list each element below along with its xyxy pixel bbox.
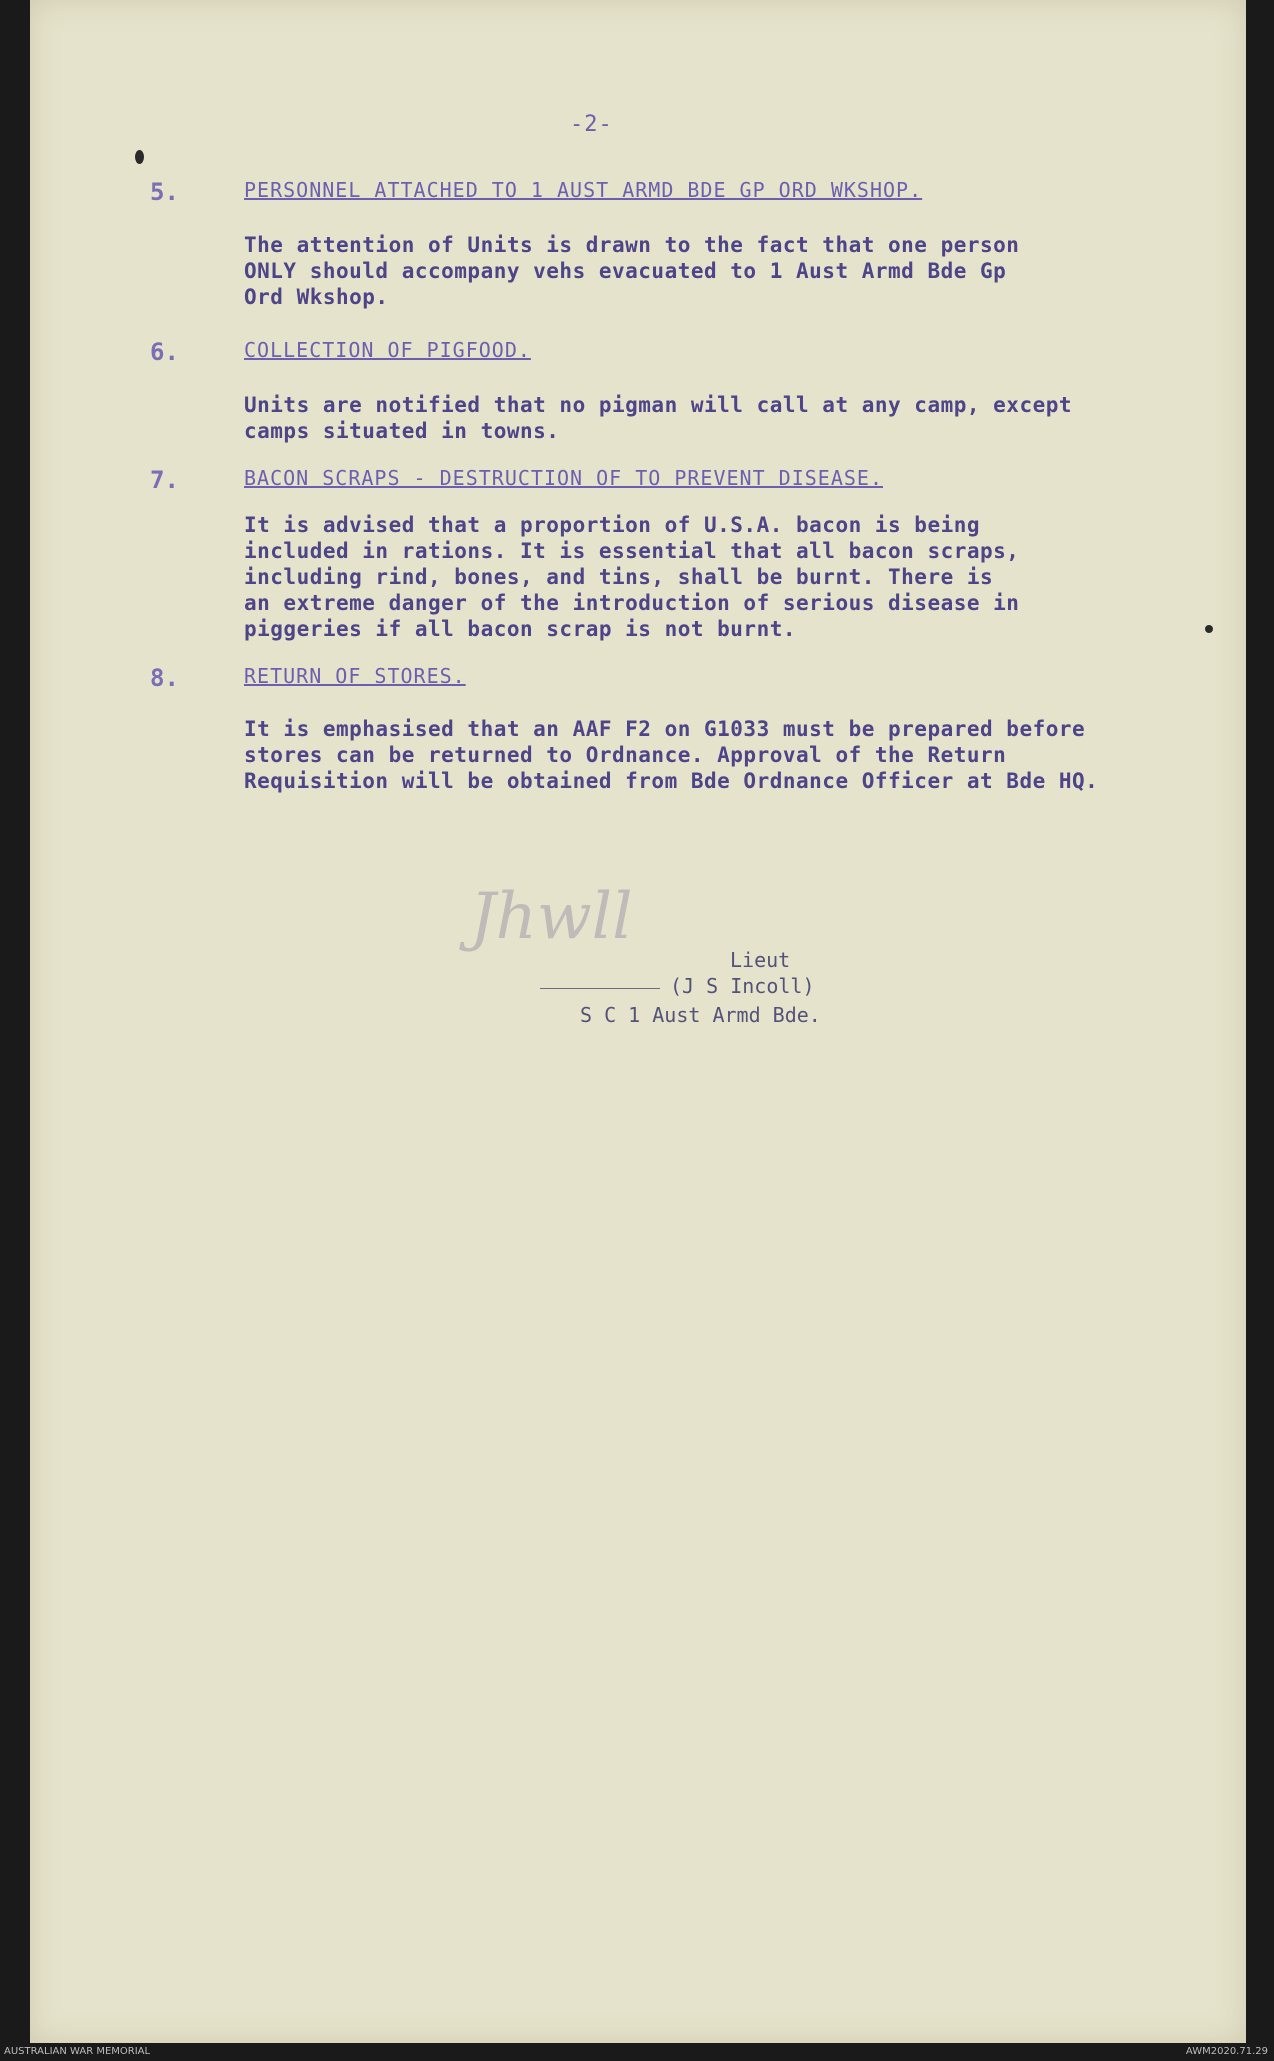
section-number: 6. [150,338,179,366]
section-heading: RETURN OF STORES. [244,664,466,688]
document-page [30,0,1246,2043]
section-body: The attention of Units is drawn to the fact that one person ONLY should accompany vehs evacuated to 1 Aust Armd Bde Gp Ord Wkshop. [244,233,1020,309]
signatory-name: (J S Incoll) [670,974,815,998]
section-body: Units are notified that no pigman will call at any camp, except camps situated in towns. [244,393,1073,443]
footer-source: AUSTRALIAN WAR MEMORIAL [4,2046,151,2057]
section-number: 7. [150,466,179,494]
handwritten-signature: Jhwll [470,880,633,954]
footer-reference: AWM2020.71.29 [1185,2046,1268,2057]
section-heading: PERSONNEL ATTACHED TO 1 AUST ARMD BDE GP ORD WKSHOP. [244,178,923,202]
signature-line [540,988,660,989]
section-body: It is advised that a proportion of U.S.A. bacon is being included in rations. It is essential that all bacon scraps, including rind, bones, and tins, shall be burnt. There is an extreme danger of the introduction of serious disease in piggeries if all bacon scrap is not burnt. [244,513,1020,641]
section-number: 5. [150,178,179,206]
punch-mark [135,150,144,164]
section-heading: COLLECTION OF PIGFOOD. [244,338,531,362]
section-heading: BACON SCRAPS - DESTRUCTION OF TO PREVENT DISEASE. [244,466,884,490]
section-body: It is emphasised that an AAF F2 on G1033 must be prepared before stores can be returned to Ordnance. Approval of the Return Requisition will be obtained from Bde Ordnance Officer at Bde HQ. [244,717,1099,793]
page-number: -2- [570,112,613,137]
signatory-rank: Lieut [730,948,791,972]
section-number: 8. [150,664,179,692]
signatory-title: S C 1 Aust Armd Bde. [580,1003,821,1027]
